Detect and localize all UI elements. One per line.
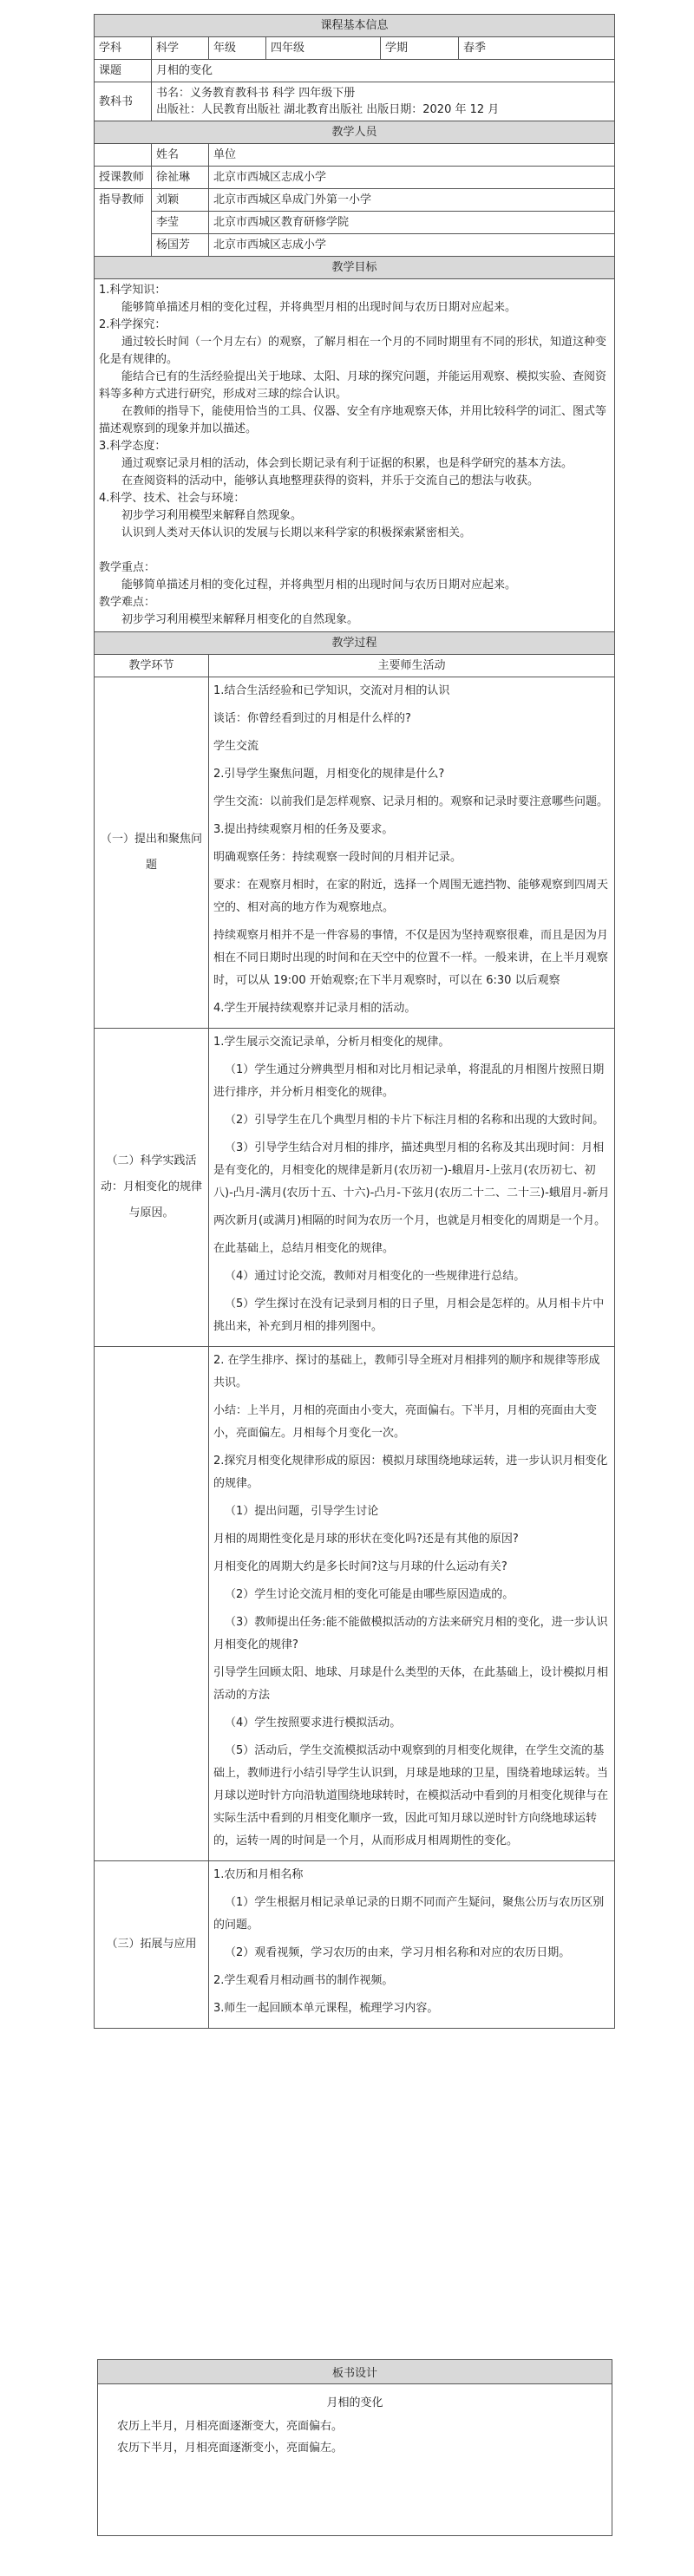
goal-line: 2.科学探究： bbox=[99, 318, 167, 331]
activity-paragraph: 引导学生回顾太阳、地球、月球是什么类型的天体，在此基础上，设计模拟月相活动的方法 bbox=[213, 1666, 609, 1702]
activity-paragraph: 持续观察月相并不是一件容易的事情，不仅是因为坚持观察很难，而且是因为月相在不同日期时出现的时间和在天空中的位置不一样。一般来讲，在上半月观察时，可以从 19:00 开始观察;在下半月观察时，可以在 6:30 以后观察 bbox=[213, 929, 609, 987]
stage-activities bbox=[209, 677, 615, 1029]
lesson-plan-table bbox=[94, 14, 615, 2029]
activity-paragraph: 学生交流 bbox=[213, 740, 259, 753]
staff-name: 刘颖 bbox=[152, 189, 209, 212]
activity-paragraph: 3.师生一起回顾本单元课程，梳理学习内容。 bbox=[213, 2002, 439, 2015]
staff-name: 李莹 bbox=[152, 212, 209, 234]
goal-line: 能够简单描述月相的变化过程，并将典型月相的出现时间与农历日期对应起来。 bbox=[121, 579, 517, 592]
activity-paragraph: （5）学生探讨在没有记录到月相的日子里，月相会是怎样的。从月相卡片中挑出来，补充到月相的排列图中。 bbox=[213, 1298, 605, 1333]
activity-paragraph: 两次新月(或满月)相隔的时间为农历一个月，也就是月相变化的周期是一个月。 bbox=[213, 1214, 606, 1227]
staff-unit: 北京市西城区教育研修学院 bbox=[209, 212, 615, 234]
board-title: 月相的变化 bbox=[326, 2396, 383, 2409]
board-line: 农历上半月，月相亮面逐渐变大，亮面偏右。 bbox=[117, 2420, 344, 2433]
stage-activities bbox=[209, 1861, 615, 2029]
advisor-label: 指导教师 bbox=[95, 189, 152, 257]
goal-line: 在教师的指导下，能使用恰当的工具、仪器、安全有序地观察天体，并用比较科学的词汇、图式等描述观察到的现象并加以描述。 bbox=[99, 405, 607, 435]
activity-paragraph: （1）学生根据月相记录单记录的日期不同而产生疑问，聚焦公历与农历区别的问题。 bbox=[213, 1896, 605, 1932]
goal-line: 能结合已有的生活经验提出关于地球、太阳、月球的探究问题，并能运用观察、模拟实验、查阅资料等多种方式进行研究，形成对三球的综合认识。 bbox=[99, 370, 607, 401]
activity-paragraph: 1.学生展示交流记录单，分析月相变化的规律。 bbox=[213, 1036, 450, 1049]
goal-line: 通过较长时间（一个月左右）的观察，了解月相在一个月的不同时期里有不同的形状，知道这种变化是有规律的。 bbox=[99, 336, 607, 366]
activity-paragraph: 月相的周期性变化是月球的形状在变化吗?还是有其他的原因? bbox=[213, 1533, 519, 1546]
activity-paragraph: （2）引导学生在几个典型月相的卡片下标注月相的名称和出现的大致时间。 bbox=[225, 1114, 605, 1127]
activity-paragraph: 学生交流：以前我们是怎样观察、记录月相的。观察和记录时要注意哪些问题。 bbox=[213, 795, 609, 808]
activity-paragraph: （3）教师提出任务:能不能做模拟活动的方法来研究月相的变化，进一步认识月相变化的规律? bbox=[213, 1616, 608, 1651]
grade-value: 四年级 bbox=[266, 37, 381, 60]
activity-paragraph: 2.学生观看月相动画书的制作视频。 bbox=[213, 1974, 394, 1987]
textbook-label: 教科书 bbox=[95, 82, 152, 121]
activity-paragraph: 1.农历和月相名称 bbox=[213, 1868, 304, 1881]
goal-line: 初步学习利用模型来解释月相变化的自然现象。 bbox=[121, 613, 359, 626]
stage-label: （三）拓展与应用 bbox=[95, 1861, 209, 2029]
process-col-activity: 主要师生活动 bbox=[209, 655, 615, 677]
activity-paragraph: （4）学生按照要求进行模拟活动。 bbox=[225, 1716, 402, 1729]
term-label: 学期 bbox=[381, 37, 459, 60]
goal-line: 认识到人类对天体认识的发展与长期以来科学家的积极探索紧密相关。 bbox=[121, 526, 472, 539]
activity-paragraph: 明确观察任务：持续观察一段时间的月相并记录。 bbox=[213, 851, 462, 864]
name-header: 姓名 bbox=[152, 144, 209, 167]
board-header: 板书设计 bbox=[98, 2360, 612, 2384]
goals-content bbox=[95, 279, 615, 632]
goal-line: 4.科学、技术、社会与环境： bbox=[99, 492, 246, 505]
goal-line: 通过观察记录月相的活动，体会到长期记录有利于证据的积累，也是科学研究的基本方法。 bbox=[121, 457, 573, 470]
activity-paragraph: 月相变化的周期大约是多长时间?这与月球的什么运动有关? bbox=[213, 1560, 507, 1573]
goal-line: 3.科学态度： bbox=[99, 440, 167, 453]
activity-paragraph: 2.引导学生聚焦问题，月相变化的规律是什么? bbox=[213, 768, 445, 781]
teacher-label: 授课教师 bbox=[95, 167, 152, 189]
board-body bbox=[98, 2384, 612, 2535]
activity-paragraph: 1.结合生活经验和已学知识，交流对月相的认识 bbox=[213, 684, 450, 697]
activity-paragraph: 小结：上半月，月相的亮面由小变大，亮面偏右。下半月，月相的亮面由大变小，亮面偏左。月相每个月变化一次。 bbox=[213, 1404, 598, 1440]
staff-unit: 北京市西城区志成小学 bbox=[209, 167, 615, 189]
term-value: 春季 bbox=[459, 37, 615, 60]
activity-paragraph: （2）学生讨论交流月相的变化可能是由哪些原因造成的。 bbox=[225, 1588, 514, 1601]
staff-unit: 北京市西城区志成小学 bbox=[209, 234, 615, 257]
textbook-name: 书名：义务教育教科书 科学 四年级下册 bbox=[156, 87, 356, 100]
stage-label: （一）提出和聚焦问题 bbox=[95, 677, 209, 1029]
board-design bbox=[97, 2359, 612, 2536]
grade-label: 年级 bbox=[209, 37, 266, 60]
staff-name: 杨国芳 bbox=[152, 234, 209, 257]
activity-paragraph: 谈话：你曾经看到过的月相是什么样的? bbox=[213, 712, 411, 725]
staff-name: 徐祉琳 bbox=[152, 167, 209, 189]
stage-label: （二）科学实践活动：月相变化的规律与原因。 bbox=[95, 1029, 209, 1347]
stage-activities bbox=[209, 1347, 615, 1861]
textbook-info bbox=[152, 82, 615, 121]
goal-line: 教学难点： bbox=[99, 596, 156, 609]
topic-label: 课题 bbox=[95, 60, 152, 82]
goal-line: 在查阅资料的活动中，能够认真地整理获得的资料，并乐于交流自己的想法与收获。 bbox=[121, 474, 540, 487]
topic-value: 月相的变化 bbox=[152, 60, 615, 82]
goal-line: 教学重点： bbox=[99, 561, 156, 574]
staff-unit: 北京市西城区阜成门外第一小学 bbox=[209, 189, 615, 212]
activity-paragraph: （1）学生通过分辨典型月相和对比月相记录单，将混乱的月相图片按照日期进行排序，并分析月相变化的规律。 bbox=[213, 1063, 605, 1099]
activity-paragraph: 要求：在观察月相时，在家的附近，选择一个周围无遮挡物、能够观察到四周天空的、相对高的地方作为观察地点。 bbox=[213, 879, 609, 914]
staff-blank-cell bbox=[95, 144, 152, 167]
section-goals: 教学目标 bbox=[95, 257, 615, 279]
textbook-publisher: 出版社：人民教育出版社 湖北教育出版社 出版日期：2020 年 12 月 bbox=[156, 103, 500, 116]
subject-value: 科学 bbox=[152, 37, 209, 60]
goal-line: 能够简单描述月相的变化过程，并将典型月相的出现时间与农历日期对应起来。 bbox=[121, 301, 517, 314]
activity-paragraph: （2）观看视频，学习农历的由来，学习月相名称和对应的农历日期。 bbox=[225, 1946, 571, 1959]
goal-line: 初步学习利用模型来解释自然现象。 bbox=[121, 509, 303, 522]
activity-paragraph: 在此基础上，总结月相变化的规律。 bbox=[213, 1242, 395, 1255]
activity-paragraph: （3）引导学生结合对月相的排序，描述典型月相的名称及其出现时间：月相是有变化的，月相变化的规律是新月(农历初一)-蛾眉月-上弦月(农历初七、初八)-凸月-满月(农历十五、十六)-凸月-下弦月(农历二十二、二十三)-蛾眉月-新月 bbox=[213, 1141, 610, 1200]
lesson-plan-document bbox=[94, 14, 614, 2029]
activity-paragraph: （1）提出问题，引导学生讨论 bbox=[225, 1505, 379, 1518]
stage-activities bbox=[209, 1029, 615, 1347]
goal-line: 1.科学知识： bbox=[99, 284, 167, 297]
section-basic-info: 课程基本信息 bbox=[95, 15, 615, 37]
activity-paragraph: （5）活动后，学生交流模拟活动中观察到的月相变化规律，在学生交流的基础上，教师进行小结引导学生认识到，月球是地球的卫星，围绕着地球运转。当月球以逆时针方向沿轨道围绕地球转时，在模拟活动中看到的月相变化规律与在实际生活中看到的月相变化顺序一致，因此可知月球以逆时针方向绕地球运转的，运转一周的时间是一个月，从而形成月相周期性的变化。 bbox=[213, 1744, 609, 1847]
stage-label bbox=[95, 1347, 209, 1861]
subject-label: 学科 bbox=[95, 37, 152, 60]
process-col-stage: 教学环节 bbox=[95, 655, 209, 677]
goal-line bbox=[99, 542, 610, 559]
section-staff: 教学人员 bbox=[95, 121, 615, 144]
unit-header: 单位 bbox=[209, 144, 615, 167]
activity-paragraph: 2.探究月相变化规律形成的原因：模拟月球围绕地球运转，进一步认识月相变化的规律。 bbox=[213, 1455, 608, 1490]
activity-paragraph: 3.提出持续观察月相的任务及要求。 bbox=[213, 823, 394, 836]
activity-paragraph: （4）通过讨论交流，教师对月相变化的一些规律进行总结。 bbox=[225, 1270, 526, 1283]
board-line: 农历下半月，月相亮面逐渐变小，亮面偏左。 bbox=[117, 2442, 344, 2455]
activity-paragraph: 4.学生开展持续观察并记录月相的活动。 bbox=[213, 1002, 416, 1015]
section-process: 教学过程 bbox=[95, 632, 615, 655]
activity-paragraph: 2. 在学生排序、探讨的基础上，教师引导全班对月相排列的顺序和规律等形成共识。 bbox=[213, 1354, 600, 1389]
